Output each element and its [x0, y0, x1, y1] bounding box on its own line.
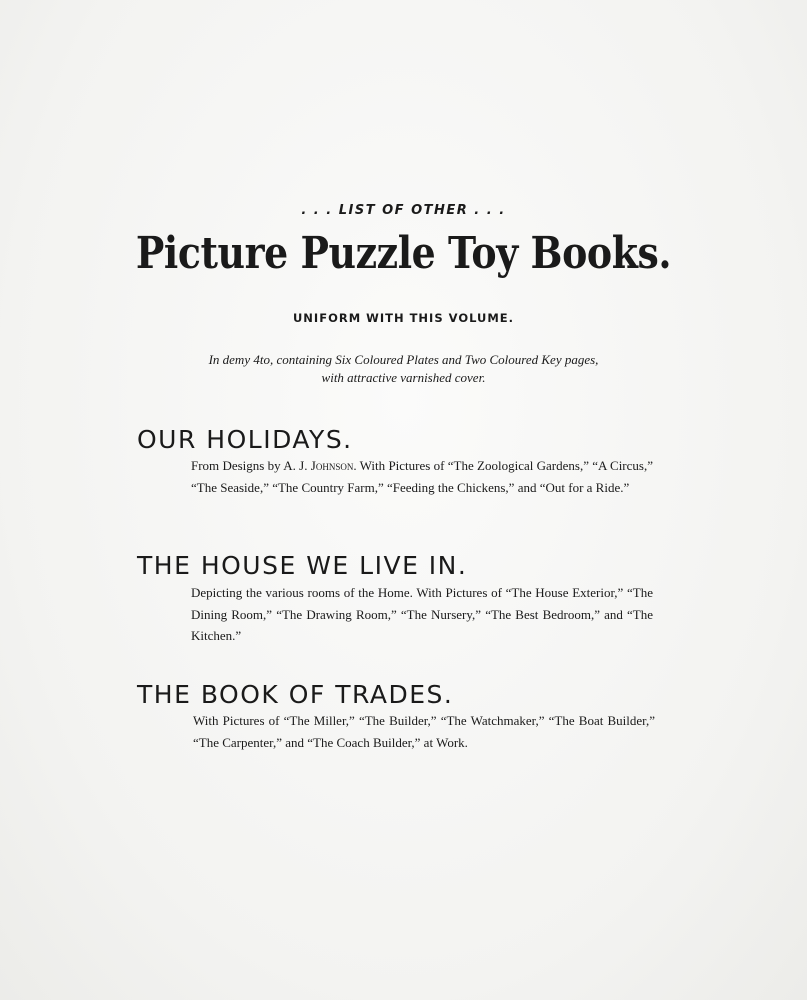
format-description-line-1: In demy 4to, containing Six Coloured Plates and Two Coloured Key pages,	[208, 352, 599, 367]
section-body-lead: From Designs by A. J.	[191, 458, 311, 473]
section-body-book-of-trades: With Pictures of “The Miller,” “The Builder,” “The Watchmaker,” “The Boat Builder,” “The Carpenter,” and “The Coach Builder,” at Work.	[193, 713, 655, 750]
section-title-our-holidays: OUR HOLIDAYS.	[137, 425, 353, 454]
section-title-book-of-trades: THE BOOK OF TRADES.	[137, 680, 454, 709]
page-title: Picture Puzzle Toy Books.	[135, 228, 672, 279]
format-description-line-2: with attractive varnished cover.	[321, 370, 486, 385]
section-body-our-holidays	[191, 455, 653, 498]
section-body-rest: With Pictures of “The Zoological Gardens,” “A Circus,” “The Seaside,” “The Country Farm,” “Feeding the Chickens,” and “Out for a Ride.”	[191, 458, 653, 495]
author-name: Johnson.	[310, 458, 357, 473]
format-description	[0, 351, 807, 387]
list-kicker: . . . LIST OF OTHER . . .	[301, 203, 506, 218]
section-title-house-we-live-in: THE HOUSE WE LIVE IN.	[137, 551, 468, 580]
uniform-subtitle: UNIFORM WITH THIS VOLUME.	[292, 311, 515, 325]
section-body-house-we-live-in: Depicting the various rooms of the Home. With Pictures of “The House Exterior,” “The Dining Room,” “The Drawing Room,” “The Nursery,” “The Best Bedroom,” and “The Kitchen.”	[191, 585, 653, 643]
